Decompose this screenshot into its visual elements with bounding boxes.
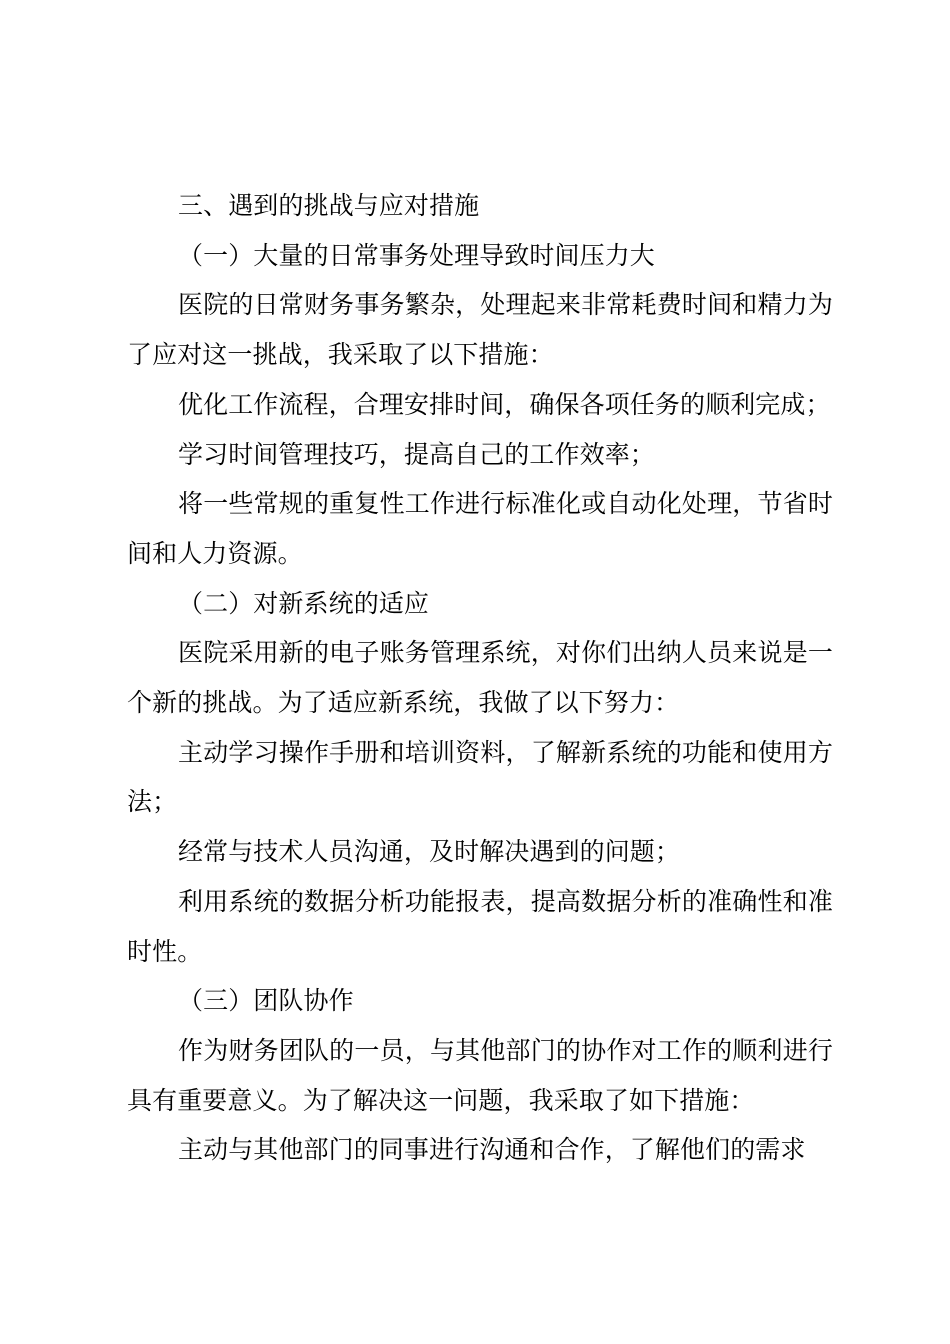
document-body bbox=[127, 181, 833, 1175]
section-heading: 三、遇到的挑战与应对措施 bbox=[178, 191, 480, 220]
paragraph: 主动学习操作手册和培训资料，了解新系统的功能和使用方法； bbox=[127, 737, 833, 817]
subsection-heading-2: （二）对新系统的适应 bbox=[178, 588, 430, 618]
subsection-heading-1: （一）大量的日常事务处理导致时间压力大 bbox=[178, 240, 655, 270]
paragraph: 将一些常规的重复性工作进行标准化或自动化处理，节省时间和人力资源。 bbox=[127, 489, 833, 568]
paragraph: 学习时间管理技巧，提高自己的工作效率； bbox=[178, 439, 655, 469]
paragraph: 作为财务团队的一员，与其他部门的协作对工作的顺利进行具有重要意义。为了解决这一问题，我采取了如下措施： bbox=[127, 1035, 833, 1115]
paragraph: 经常与技术人员沟通，及时解决遇到的问题； bbox=[178, 837, 681, 867]
paragraph: 优化工作流程，合理安排时间，确保各项任务的顺利完成； bbox=[178, 389, 831, 419]
paragraph: 医院采用新的电子账务管理系统，对你们出纳人员来说是一个新的挑战。为了适应新系统，我做了以下努力： bbox=[127, 638, 833, 718]
paragraph: 利用系统的数据分析功能报表，提高数据分析的准确性和准时性。 bbox=[127, 886, 833, 966]
paragraph: 医院的日常财务事务繁杂，处理起来非常耗费时间和精力为了应对这一挑战，我采取了以下措施： bbox=[127, 290, 833, 370]
subsection-heading-3: （三）团队协作 bbox=[178, 986, 354, 1016]
paragraph: 主动与其他部门的同事进行沟通和合作，了解他们的需求 bbox=[178, 1135, 806, 1165]
